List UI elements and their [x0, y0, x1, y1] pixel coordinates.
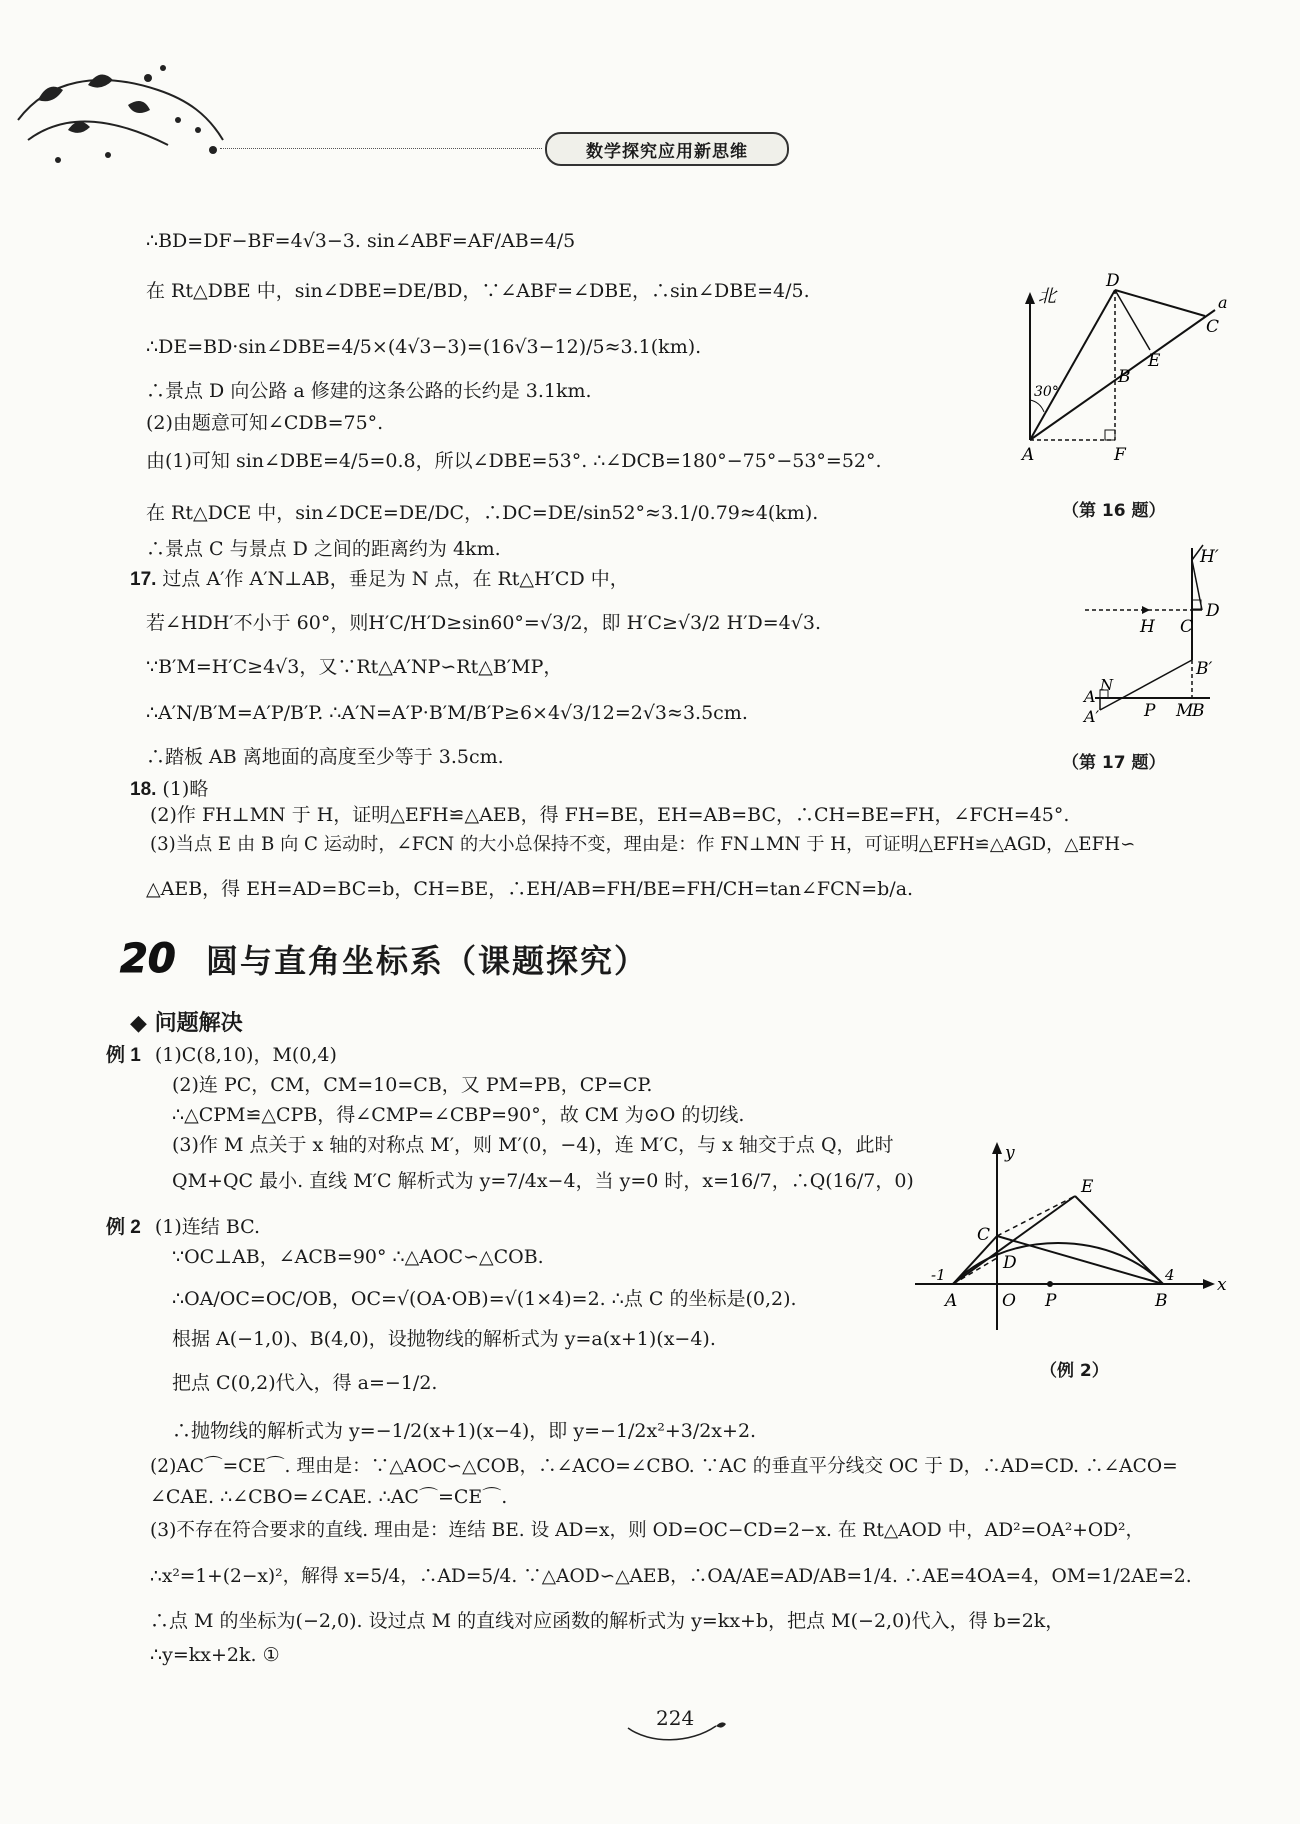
ex2-label-A: A: [945, 1291, 958, 1311]
fig17-label-C: C: [1180, 617, 1194, 637]
page-number: 224: [656, 1706, 695, 1730]
question-number: 18.: [130, 779, 157, 800]
fig16-label-B: B: [1118, 367, 1131, 387]
question-18: [130, 778, 208, 802]
fig16-label-E: E: [1148, 351, 1161, 371]
text-line: ∴景点 C 与景点 D 之间的距离约为 4km.: [146, 538, 501, 560]
text-line: ∴踏板 AB 离地面的高度至少等于 3.5cm.: [146, 746, 504, 768]
fig17-label-H: H: [1140, 617, 1155, 637]
fig16-label-a: a: [1218, 293, 1228, 312]
subheading: ◆ 问题解决: [130, 1011, 243, 1036]
fig16-label-C: C: [1206, 317, 1220, 337]
text-line: QM+QC 最小. 直线 M′C 解析式为 y=7/4x−4，当 y=0 时，x=16/7，∴Q(16/7，0): [172, 1170, 914, 1192]
text-line: 若∠HDH′不小于 60°，则H′C/H′D≥sin60°=√3/2，即 H′C≥√3/2 H′D=4√3.: [146, 612, 821, 634]
text-line: (1)略: [162, 778, 209, 800]
text-line: (2)AC⌒=CE⌒. 理由是：∵△AOC∽△COB，∴∠ACO=∠CBO. ∵AC 的垂直平分线交 OC 于 D，∴AD=CD. ∴∠ACO=: [150, 1456, 1178, 1477]
text-line: (3)作 M 点关于 x 轴的对称点 M′，则 M′(0，−4)，连 M′C，与 x 轴交于点 Q，此时: [172, 1134, 894, 1156]
text-line: ∴y=kx+2k. ①: [150, 1644, 280, 1666]
fig17-label-P: P: [1144, 701, 1156, 721]
example-2-figure: [905, 1140, 1235, 1340]
ex2-label-C: C: [977, 1225, 991, 1245]
fig17-label-D: D: [1206, 601, 1220, 621]
text-line: 由(1)可知 sin∠DBE=4/5=0.8，所以∠DBE=53°. ∴∠DCB=180°−75°−53°=52°.: [146, 450, 882, 472]
section-number: 20: [120, 936, 176, 982]
fig16-caption: （第 16 题）: [1062, 501, 1166, 521]
ex2-label-D: D: [1003, 1253, 1017, 1273]
text-line: ∵OC⊥AB，∠ACB=90° ∴△AOC∽△COB.: [172, 1246, 544, 1268]
text-line: ∵B′M=H′C≥4√3，又∵Rt△A′NP∽Rt△B′MP，: [146, 656, 563, 678]
header-badge-text: 数学探究应用新思维: [586, 141, 748, 162]
header-badge: [545, 132, 789, 166]
text-line: (1)连结 BC.: [154, 1216, 261, 1238]
header-dotted-line: [220, 148, 542, 149]
text-line: ∴△CPM≌△CPB，得∠CMP=∠CBP=90°，故 CM 为⊙O 的切线.: [172, 1104, 745, 1126]
ex2-tick-4: 4: [1165, 1266, 1175, 1284]
fig17-label-A1: A′: [1084, 707, 1100, 726]
text-line: ∴BD=DF−BF=4√3−3. sin∠ABF=AF/AB=4/5: [146, 230, 576, 252]
fig17-label-B: B: [1192, 701, 1205, 721]
text-line: 过点 A′作 A′N⊥AB，垂足为 N 点，在 Rt△H′CD 中，: [162, 568, 629, 590]
ex2-label-O: O: [1002, 1291, 1016, 1311]
figure-16: [1010, 270, 1240, 470]
text-line: ∴x²=1+(2−x)²，解得 x=5/4，∴AD=5/4. ∵△AOD∽△AEB，∴OA/AE=AD/AB=1/4. ∴AE=4OA=4，OM=1/2AE=2.: [150, 1566, 1192, 1587]
fig16-label-A: A: [1022, 445, 1035, 465]
ex2-tick-neg1: -1: [931, 1266, 946, 1284]
ex2-label-P: P: [1045, 1291, 1057, 1311]
section-title: 圆与直角坐标系（课题探究）: [206, 942, 649, 980]
text-line: (2)作 FH⊥MN 于 H，证明△EFH≌△AEB，得 FH=BE，EH=AB=BC，∴CH=BE=FH，∠FCH=45°.: [150, 804, 1070, 826]
example-2-line: [106, 1216, 260, 1240]
fig17-caption: （第 17 题）: [1062, 753, 1166, 773]
ex2-axis-y: y: [1005, 1143, 1015, 1163]
text-line: 在 Rt△DCE 中，sin∠DCE=DE/DC，∴DC=DE/sin52°≈3.1/0.79≈4(km).: [146, 502, 819, 524]
text-line: ∴OA/OC=OC/OB，OC=√(OA·OB)=√(1×4)=2. ∴点 C 的坐标是(0,2).: [172, 1288, 797, 1310]
fig17-label-B1: B′: [1196, 659, 1213, 679]
text-line: ∴点 M 的坐标为(−2,0). 设过点 M 的直线对应函数的解析式为 y=kx+b，把点 M(−2,0)代入，得 b=2k，: [150, 1610, 1065, 1632]
text-line: ∴抛物线的解析式为 y=−1/2(x+1)(x−4)，即 y=−1/2x²+3/2x+2.: [172, 1420, 757, 1442]
text-line: ∴A′N/B′M=A′P/B′P. ∴A′N=A′P·B′M/B′P≥6×4√3/12=2√3≈3.5cm.: [146, 702, 748, 724]
fig16-label-D: D: [1106, 271, 1120, 291]
text-line: (2)连 PC，CM，CM=10=CB，又 PM=PB，CP=CP.: [172, 1074, 653, 1096]
text-line: △AEB，得 EH=AD=BC=b，CH=BE，∴EH/AB=FH/BE=FH/CH=tan∠FCN=b/a.: [146, 878, 914, 900]
text-line: 根据 A(−1,0)、B(4,0)，设抛物线的解析式为 y=a(x+1)(x−4).: [172, 1328, 716, 1350]
fig17-label-N: N: [1100, 676, 1114, 694]
page-number-ornament: [620, 1716, 730, 1746]
text-line: (1)C(8,10)，M(0,4): [154, 1044, 337, 1066]
example-label: 例 2: [106, 1217, 141, 1238]
question-17: [130, 568, 629, 592]
text-line: (2)由题意可知∠CDB=75°.: [146, 412, 384, 434]
fig16-north-label: 北: [1038, 286, 1056, 307]
figure-17: [1010, 540, 1240, 730]
example-label: 例 1: [106, 1045, 141, 1066]
ex2-label-B: B: [1155, 1291, 1168, 1311]
text-line: ∴DE=BD·sin∠DBE=4/5×(4√3−3)=(16√3−12)/5≈3.1(km).: [146, 336, 702, 358]
text-line: 把点 C(0,2)代入，得 a=−1/2.: [172, 1372, 438, 1394]
ex2-axis-x: x: [1217, 1275, 1227, 1295]
text-line: 在 Rt△DBE 中，sin∠DBE=DE/BD，∵∠ABF=∠DBE，∴sin∠DBE=4/5.: [146, 280, 810, 302]
text-line: ∴景点 D 向公路 a 修建的这条公路的长约是 3.1km.: [146, 380, 592, 402]
fig17-label-H1: H′: [1200, 547, 1219, 567]
text-line: (3)不存在符合要求的直线. 理由是：连结 BE. 设 AD=x，则 OD=OC−CD=2−x. 在 Rt△AOD 中，AD²=OA²+OD²，: [150, 1520, 1145, 1541]
fig17-label-M: M: [1176, 701, 1194, 721]
fig16-angle-label: 30°: [1034, 384, 1059, 400]
ex2-label-E: E: [1081, 1177, 1094, 1197]
fig17-label-A: A: [1084, 687, 1096, 706]
example-1-line: [106, 1044, 337, 1068]
text-line: (3)当点 E 由 B 向 C 运动时，∠FCN 的大小总保持不变，理由是：作 FN⊥MN 于 H，可证明△EFH≌△AGD，△EFH∽: [150, 834, 1136, 855]
text-line: ∠CAE. ∴∠CBO=∠CAE. ∴AC⌒=CE⌒.: [150, 1486, 508, 1508]
question-number: 17.: [130, 569, 157, 590]
fig16-label-F: F: [1114, 445, 1126, 465]
ex2-caption: （例 2）: [1040, 1361, 1109, 1381]
floral-ornament: [8, 60, 238, 180]
